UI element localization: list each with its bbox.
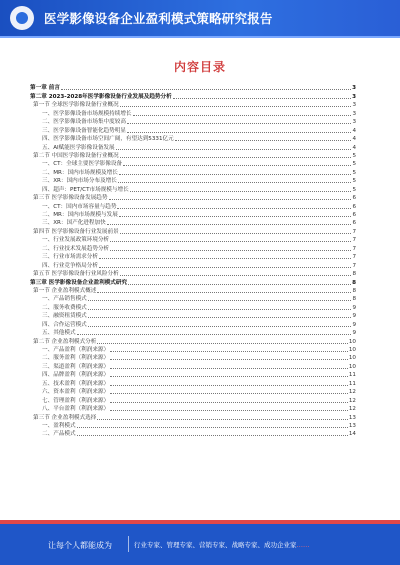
toc-entry[interactable] xyxy=(30,303,356,311)
toc-leader-dots xyxy=(110,410,348,411)
toc-entry[interactable] xyxy=(30,109,356,117)
toc-leader-dots xyxy=(128,284,351,285)
toc-leader-dots xyxy=(97,419,348,420)
toc-entry-label: 二、行业技术发展趋势分析 xyxy=(42,245,110,252)
toc-entry[interactable] xyxy=(30,320,356,328)
toc-entry-label: 七、管理盈利（利润来源） xyxy=(42,397,110,404)
toc-leader-dots xyxy=(77,334,352,335)
toc-entry-label: 四、品牌盈利（利润来源） xyxy=(42,372,110,379)
toc-entry-label: 五、AI赋能医学影像设备发展 xyxy=(42,144,115,151)
toc-entry-page: 9 xyxy=(352,321,356,328)
toc-entry-page: 8 xyxy=(352,287,356,294)
toc-entry[interactable] xyxy=(30,329,356,337)
toc-leader-dots xyxy=(88,326,352,327)
toc-entry[interactable] xyxy=(30,278,356,286)
toc-entry-page: 7 xyxy=(352,237,356,244)
toc-entry-page: 10 xyxy=(348,338,356,345)
toc-entry[interactable] xyxy=(30,219,356,227)
toc-entry[interactable] xyxy=(30,101,356,109)
toc-entry[interactable] xyxy=(30,295,356,303)
toc-entry[interactable] xyxy=(30,270,356,278)
toc-entry-label: 四、医学影像设备市场空间广阔，有望达到5331亿元 xyxy=(42,136,174,143)
toc-entry-label: 第三节 医学影像设备发展趋势 xyxy=(33,195,108,202)
toc-leader-dots xyxy=(133,115,352,116)
toc-entry-label: 二、医学影像设备市场集中度较高 xyxy=(42,119,126,126)
table-of-contents xyxy=(30,84,356,438)
toc-entry-label: 二、MR：国内市场规模及增长 xyxy=(42,169,118,176)
toc-entry-label: 四、行业竞争格局分析 xyxy=(42,262,98,269)
toc-entry-label: 一、产品盈利（利润来源） xyxy=(42,347,110,353)
toc-entry-label: 一、CT：国内市场容量与趋势 xyxy=(42,203,117,210)
toc-entry[interactable] xyxy=(30,287,356,295)
toc-entry-page: 11 xyxy=(348,380,356,387)
toc-entry-label: 四、合作运营模式 xyxy=(42,321,87,328)
toc-leader-dots xyxy=(110,402,348,403)
toc-leader-dots xyxy=(110,385,348,386)
toc-entry-page: 10 xyxy=(348,363,356,370)
toc-entry-page: 12 xyxy=(348,406,356,413)
toc-entry[interactable] xyxy=(30,388,356,396)
toc-leader-dots xyxy=(110,250,351,251)
toc-entry-page: 3 xyxy=(352,110,356,117)
toc-entry-label: 二、服务收费模式 xyxy=(42,304,87,311)
toc-entry-page: 5 xyxy=(352,152,356,159)
footer-tagline-text: 行业专家、管理专家、营销专家、战略专家、成功企业家 xyxy=(134,541,297,549)
toc-leader-dots xyxy=(109,199,352,200)
toc-leader-dots xyxy=(110,368,348,369)
toc-leader-dots xyxy=(61,89,351,90)
report-title: 医学影像设备企业盈利模式策略研究报告 xyxy=(44,11,273,26)
toc-entry-label: 第一章 前言 xyxy=(30,85,60,92)
toc-entry-page: 5 xyxy=(352,186,356,193)
toc-entry-label: 第二章 2023-2028年医学影像设备行业发展及趋势分析 xyxy=(30,93,172,100)
toc-entry-page: 7 xyxy=(352,228,356,235)
toc-entry[interactable] xyxy=(30,211,356,219)
toc-entry[interactable] xyxy=(30,346,356,354)
toc-entry-label: 三、XR：国内市场分布及增长 xyxy=(42,178,117,185)
toc-entry[interactable] xyxy=(30,312,356,320)
toc-entry-label: 三、渠道盈利（利润来源） xyxy=(42,363,110,370)
toc-leader-dots xyxy=(119,174,352,175)
toc-entry-page: 3 xyxy=(352,93,356,100)
toc-entry-label: 三、医学影像设备智能化趋势明显 xyxy=(42,127,126,134)
toc-entry-label: 三、融资租赁模式 xyxy=(42,313,87,320)
toc-entry-label: 四、超声：PET/CT市场规模与增长 xyxy=(42,186,129,193)
toc-entry[interactable] xyxy=(30,354,356,362)
toc-leader-dots xyxy=(110,351,348,352)
toc-entry[interactable] xyxy=(30,185,356,193)
toc-entry[interactable] xyxy=(30,168,356,176)
toc-leader-dots xyxy=(88,309,352,310)
header-stripe xyxy=(0,36,400,38)
toc-entry-label: 二、MR：国内市场规模与发展 xyxy=(42,212,118,218)
toc-heading: 内容目录 xyxy=(173,60,226,74)
toc-entry-page: 13 xyxy=(348,422,356,429)
toc-entry-label: 第二节 企业盈利模式分析 xyxy=(33,338,97,345)
toc-entry[interactable] xyxy=(30,84,356,92)
toc-entry-label: 一、盈利模式 xyxy=(42,422,76,429)
toc-entry-page: 4 xyxy=(352,136,356,143)
toc-entry-label: 六、资本盈利（利润来源） xyxy=(42,389,110,396)
toc-entry[interactable] xyxy=(30,202,356,210)
toc-leader-dots xyxy=(127,132,352,133)
toc-entry[interactable] xyxy=(30,413,356,421)
toc-entry-page: 5 xyxy=(352,169,356,176)
toc-entry-label: 二、服务盈利（利润来源） xyxy=(42,355,110,362)
toc-entry-page: 6 xyxy=(352,220,356,227)
toc-entry[interactable] xyxy=(30,118,356,126)
toc-entry-label: 二、产品模式 xyxy=(42,431,76,438)
toc-entry[interactable] xyxy=(30,135,356,143)
toc-leader-dots xyxy=(77,427,348,428)
toc-entry-label: 一、医学影像设备市场规模持续增长 xyxy=(42,110,132,117)
toc-entry[interactable] xyxy=(30,337,356,345)
toc-entry-label: 第二节 中国医学影像设备行业概况 xyxy=(33,152,119,159)
toc-leader-dots xyxy=(97,292,351,293)
toc-entry-page: 7 xyxy=(352,245,356,252)
toc-entry-label: 一、产品销售模式 xyxy=(42,296,87,303)
toc-leader-dots xyxy=(117,208,351,209)
toc-entry-page: 10 xyxy=(348,347,356,353)
toc-entry[interactable] xyxy=(30,371,356,379)
logo-icon xyxy=(10,6,34,30)
toc-leader-dots xyxy=(127,123,352,124)
toc-leader-dots xyxy=(99,258,351,259)
toc-entry-label: 第五节 医学影像设备行业风险分析 xyxy=(33,271,119,278)
toc-entry[interactable] xyxy=(30,379,356,387)
toc-entry-label: 第四节 医学影像设备行业发展前景 xyxy=(33,228,119,235)
toc-entry[interactable] xyxy=(30,236,356,244)
footer-tagline xyxy=(134,540,310,549)
toc-entry[interactable] xyxy=(30,422,356,430)
toc-entry-page: 6 xyxy=(352,212,356,218)
toc-leader-dots xyxy=(88,300,352,301)
toc-leader-dots xyxy=(110,241,351,242)
toc-entry[interactable] xyxy=(30,405,356,413)
toc-entry[interactable] xyxy=(30,126,356,134)
toc-entry-page: 5 xyxy=(352,161,356,168)
toc-entry[interactable] xyxy=(30,92,356,100)
toc-entry-page: 6 xyxy=(352,203,356,210)
toc-entry[interactable] xyxy=(30,253,356,261)
toc-entry-label: 一、CT：全球主要医学影像设备 xyxy=(42,161,123,168)
toc-entry[interactable] xyxy=(30,194,356,202)
toc-entry-page: 4 xyxy=(352,127,356,134)
toc-entry-page: 9 xyxy=(352,330,356,337)
toc-entry-label: 第一节 企业盈利模式概述 xyxy=(33,287,97,294)
toc-entry-page: 7 xyxy=(352,262,356,269)
toc-entry[interactable] xyxy=(30,362,356,370)
toc-entry-page: 8 xyxy=(352,296,356,303)
toc-entry[interactable] xyxy=(30,177,356,185)
toc-leader-dots xyxy=(110,359,348,360)
toc-entry-page: 3 xyxy=(352,102,356,109)
toc-entry-page: 6 xyxy=(352,195,356,202)
toc-entry-page: 11 xyxy=(348,372,356,379)
toc-entry-label: 一、行业发展政策环境分析 xyxy=(42,237,110,244)
toc-entry-label: 第三章 医学影像设备企业盈利模式研究 xyxy=(30,279,128,286)
toc-entry-page: 4 xyxy=(352,144,356,151)
toc-entry[interactable] xyxy=(30,396,356,404)
toc-leader-dots xyxy=(130,191,352,192)
toc-entry-label: 第三节 企业盈利模式选择 xyxy=(33,414,97,421)
toc-entry-page: 3 xyxy=(352,119,356,126)
toc-leader-dots xyxy=(110,376,348,377)
toc-entry-label: 五、其他模式 xyxy=(42,330,76,337)
toc-entry-page: 3 xyxy=(352,85,356,92)
toc-entry-label: 三、XR：国产化进程加快 xyxy=(42,220,106,227)
toc-leader-dots xyxy=(173,98,351,99)
toc-leader-dots xyxy=(120,106,352,107)
toc-entry-label: 三、行业市场需求分析 xyxy=(42,254,98,261)
footer-divider xyxy=(128,536,129,552)
toc-entry-page: 5 xyxy=(352,178,356,185)
toc-leader-dots xyxy=(118,182,352,183)
toc-entry[interactable] xyxy=(30,244,356,252)
toc-entry-page: 8 xyxy=(352,271,356,278)
toc-leader-dots xyxy=(175,140,352,141)
toc-leader-dots xyxy=(88,317,352,318)
toc-entry[interactable] xyxy=(30,227,356,235)
toc-entry-label: 第一节 全球医学影像设备行业概况 xyxy=(33,102,119,109)
toc-entry[interactable] xyxy=(30,261,356,269)
report-header xyxy=(0,0,400,36)
toc-leader-dots xyxy=(116,149,352,150)
footer-slogan: 让每个人都能成为 xyxy=(48,541,112,550)
toc-leader-dots xyxy=(99,267,351,268)
toc-entry-page: 9 xyxy=(352,304,356,311)
toc-leader-dots xyxy=(77,435,348,436)
toc-entry-page: 8 xyxy=(352,279,356,286)
toc-entry[interactable] xyxy=(30,143,356,151)
toc-entry[interactable] xyxy=(30,430,356,438)
toc-leader-dots xyxy=(107,224,352,225)
toc-leader-dots xyxy=(119,216,352,217)
toc-leader-dots xyxy=(120,233,352,234)
toc-entry-label: 五、技术盈利（利润来源） xyxy=(42,380,110,387)
toc-leader-dots xyxy=(110,393,348,394)
toc-entry-page: 13 xyxy=(348,414,356,421)
footer-tagline-ellipsis: …… xyxy=(296,541,310,549)
toc-entry-page: 7 xyxy=(352,254,356,261)
toc-entry-page: 12 xyxy=(348,389,356,396)
toc-entry-label: 八、平台盈利（利润来源） xyxy=(42,406,110,413)
toc-leader-dots xyxy=(97,343,348,344)
toc-leader-dots xyxy=(123,165,351,166)
toc-entry[interactable] xyxy=(30,152,356,160)
toc-leader-dots xyxy=(120,157,352,158)
toc-leader-dots xyxy=(120,275,352,276)
toc-entry-page: 9 xyxy=(352,313,356,320)
toc-entry-page: 12 xyxy=(348,397,356,404)
toc-entry[interactable] xyxy=(30,160,356,168)
toc-entry-page: 10 xyxy=(348,355,356,362)
toc-entry-page: 14 xyxy=(348,431,356,438)
